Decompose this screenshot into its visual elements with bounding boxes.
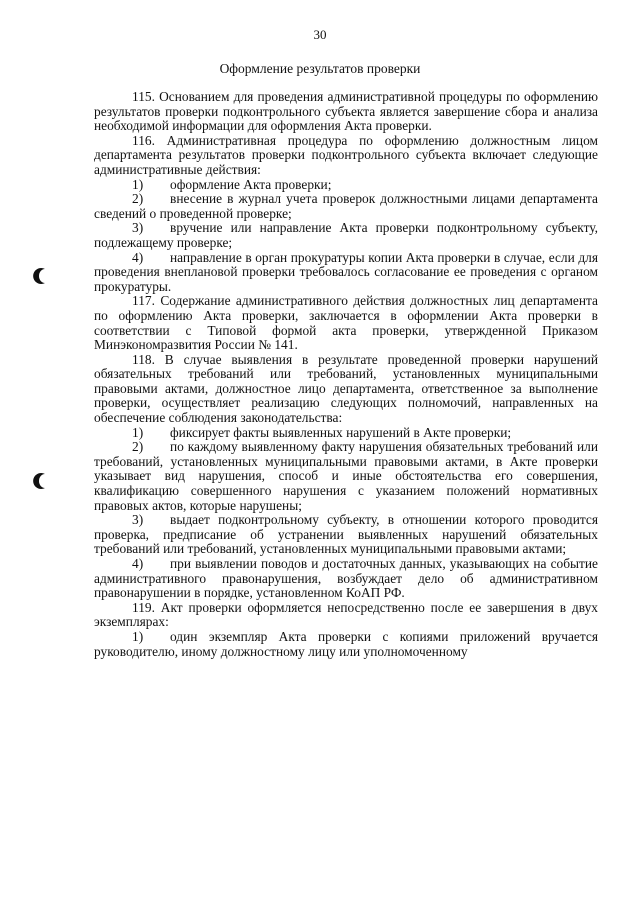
item-text: по каждому выявленному факту нарушения обязательных требований или требований, установленных муниципальными правовыми актами, в Акте проверки указывает вид нарушения, способ и иные обстоятельства его совершения, квалификацию совершенного нарушения с указанием положений нормативных правовых актов, которые нарушены; [94,439,598,513]
item-text: вручение или направление Акта проверки подконтрольному субъекту, подлежащему проверке; [94,220,598,250]
item-text: выдает подконтрольному субъекту, в отношении которого проводится проверка, предписание об устранении выявленных нарушений обязательных требований или требований, установленных муниципальными правовыми актами; [94,512,598,557]
list-item [94,426,598,441]
paragraph-118: 118. В случае выявления в результате проведенной проверки нарушений обязательных требований или требований, установленных муниципальными правовыми актами, должностное лицо департамента, ответственное за выполнение проверки, осуществляет реализацию следующих полномочий, направленных на обеспечение соблюдения законодательства: [94,351,598,426]
binder-hole-mark-icon [32,267,50,285]
item-number: 3) [132,512,144,528]
list-item [94,178,598,193]
item-text: направление в орган прокуратуры копии Акта проверки в случае, если для проведения внеплановой проверки требовалось согласование ее проведения с органом прокуратуры. [94,249,598,294]
item-number: 2) [132,191,144,207]
item-number: 4) [132,556,144,571]
list-item [94,440,598,513]
item-number: 1) [132,424,144,440]
paragraph-116: 116. Административная процедура по оформлению должностным лицом департамента результатов проверки подконтрольного субъекта включает следующие административные действия: [94,132,598,177]
list-item [94,557,598,601]
item-number: 2) [132,439,144,455]
paragraph-117: 117. Содержание административного действия должностных лиц департамента по оформлению Акта проверки, заключается в оформлении Акта проверки в соответствии с Типовой формой акта проверки, утвержденной Приказом Минэкономразвития России № 141. [94,293,598,353]
binder-hole-mark-icon [32,472,50,490]
section-heading: Оформление результатов проверки [219,61,421,76]
item-text: фиксирует факты выявленных нарушений в Акте проверки; [170,424,512,440]
list-item [94,513,598,557]
paragraph-119: 119. Акт проверки оформляется непосредственно после ее завершения в двух экземплярах: [94,599,598,630]
item-text: при выявлении поводов и достаточных данных, указывающих на событие административного правонарушения, возбуждает дело об административном правонарушении в порядке, установленном КоАП РФ. [94,556,598,601]
item-number: 4) [132,249,144,265]
list-item [94,192,598,221]
paragraph-115: 115. Основанием для проведения административной процедуры по оформлению результатов проверки подконтрольного субъекта является завершение сбора и анализа необходимой информации для оформления Акта проверки. [94,89,598,134]
item-number: 1) [132,628,144,644]
list-item [94,221,598,250]
item-text: оформление Акта проверки; [170,176,332,192]
item-text: внесение в журнал учета проверок должностными лицами департамента сведений о проведенной проверке; [94,191,598,221]
item-number: 3) [132,220,144,236]
list-item [94,251,598,295]
document-body [94,90,598,659]
list-item [94,630,598,659]
item-text: один экземпляр Акта проверки с копиями приложений вручается руководителю, иному должностному лицу или уполномоченному [94,628,598,659]
item-number: 1) [132,176,144,192]
page-number: 30 [313,27,327,42]
